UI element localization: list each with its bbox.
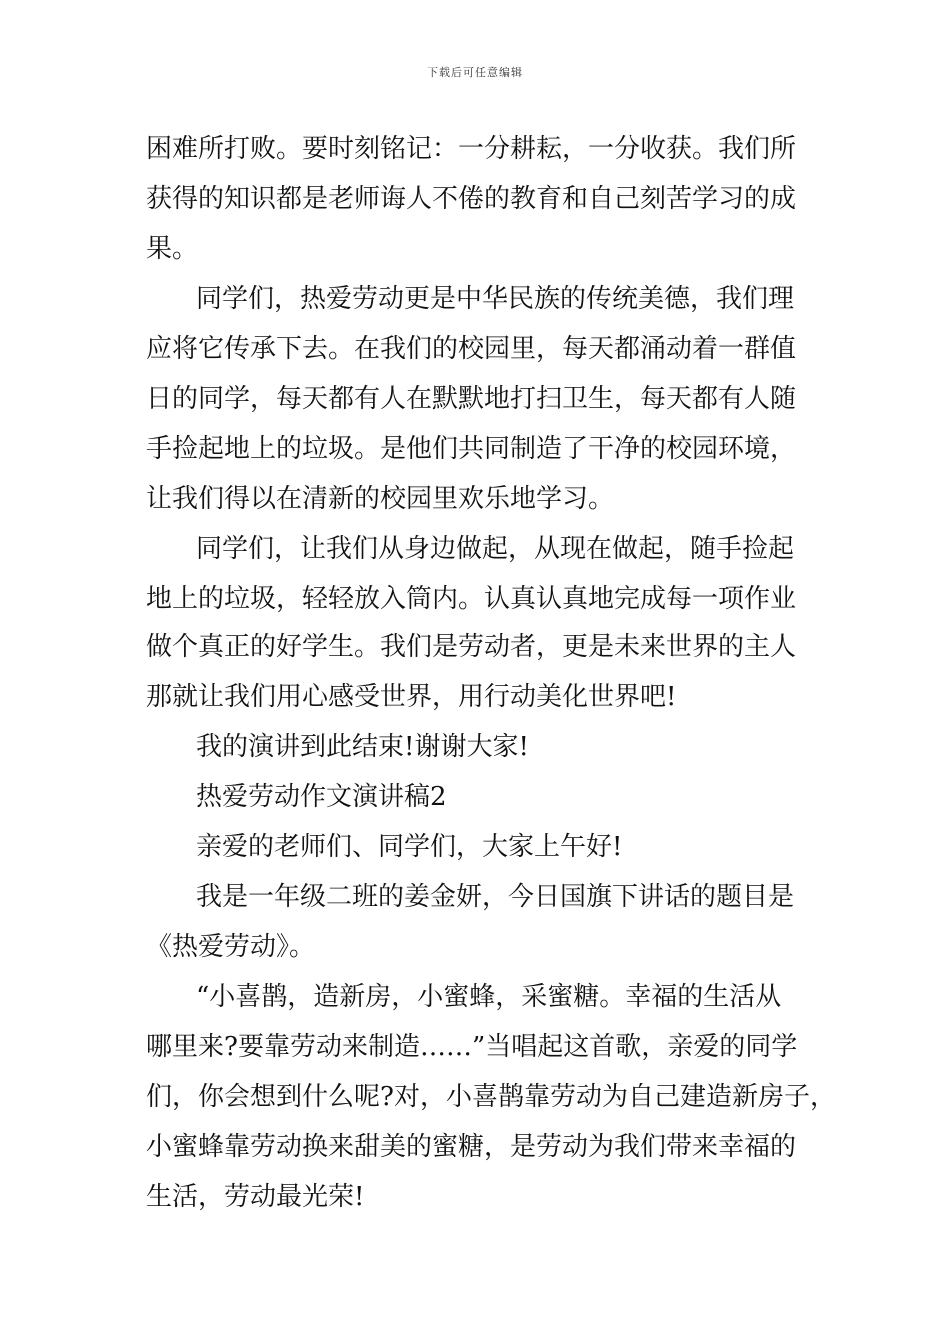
page-header: 下载后可任意编辑 xyxy=(427,66,523,79)
body-line: 们，你会想到什么呢?对，小喜鹊靠劳动为自己建造新房子， xyxy=(146,1082,836,1112)
body-line: 获得的知识都是老师诲人不倦的教育和自己刻苦学习的成 xyxy=(146,184,797,214)
body-line: 果。 xyxy=(146,234,199,264)
body-line: 日的同学，每天都有人在默默地打扫卫生，每天都有人随 xyxy=(146,384,797,414)
paragraph-first-line: 我是一年级二班的姜金妍，今日国旗下讲话的题目是 xyxy=(196,882,795,912)
body-line: 小蜜蜂靠劳动换来甜美的蜜糖，是劳动为我们带来幸福的 xyxy=(146,1132,797,1162)
essay-title: 热爱劳动作文演讲稿2 xyxy=(196,782,447,812)
body-line: 《热爱劳动》。 xyxy=(146,932,316,962)
body-line: 让我们得以在清新的校园里欢乐地学习。 xyxy=(146,484,615,514)
body-line: 地上的垃圾，轻轻放入筒内。认真认真地完成每一项作业 xyxy=(146,584,797,614)
paragraph-first-line: 我的演讲到此结束!谢谢大家! xyxy=(196,732,529,762)
body-line: 哪里来?要靠劳动来制造……”当唱起这首歌，亲爱的同学 xyxy=(146,1032,798,1062)
paragraph-first-line: 同学们，热爱劳动更是中华民族的传统美德，我们理 xyxy=(196,284,795,314)
body-line: 应将它传承下去。在我们的校园里，每天都涌动着一群值 xyxy=(146,334,797,364)
body-line: 生活，劳动最光荣! xyxy=(146,1182,365,1212)
greeting-line: 亲爱的老师们、同学们，大家上午好! xyxy=(196,832,623,862)
body-line: 手捡起地上的垃圾。是他们共同制造了干净的校园环境， xyxy=(146,434,797,464)
body-line: 困难所打败。要时刻铭记：一分耕耘，一分收获。我们所 xyxy=(146,134,797,164)
paragraph-first-line: “小喜鹊，造新房，小蜜蜂，采蜜糖。幸福的生活从 xyxy=(196,982,782,1012)
body-line: 那就让我们用心感受世界，用行动美化世界吧! xyxy=(146,682,677,712)
paragraph-first-line: 同学们，让我们从身边做起，从现在做起，随手捡起 xyxy=(196,534,795,564)
body-line: 做个真正的好学生。我们是劳动者，更是未来世界的主人 xyxy=(146,632,797,662)
